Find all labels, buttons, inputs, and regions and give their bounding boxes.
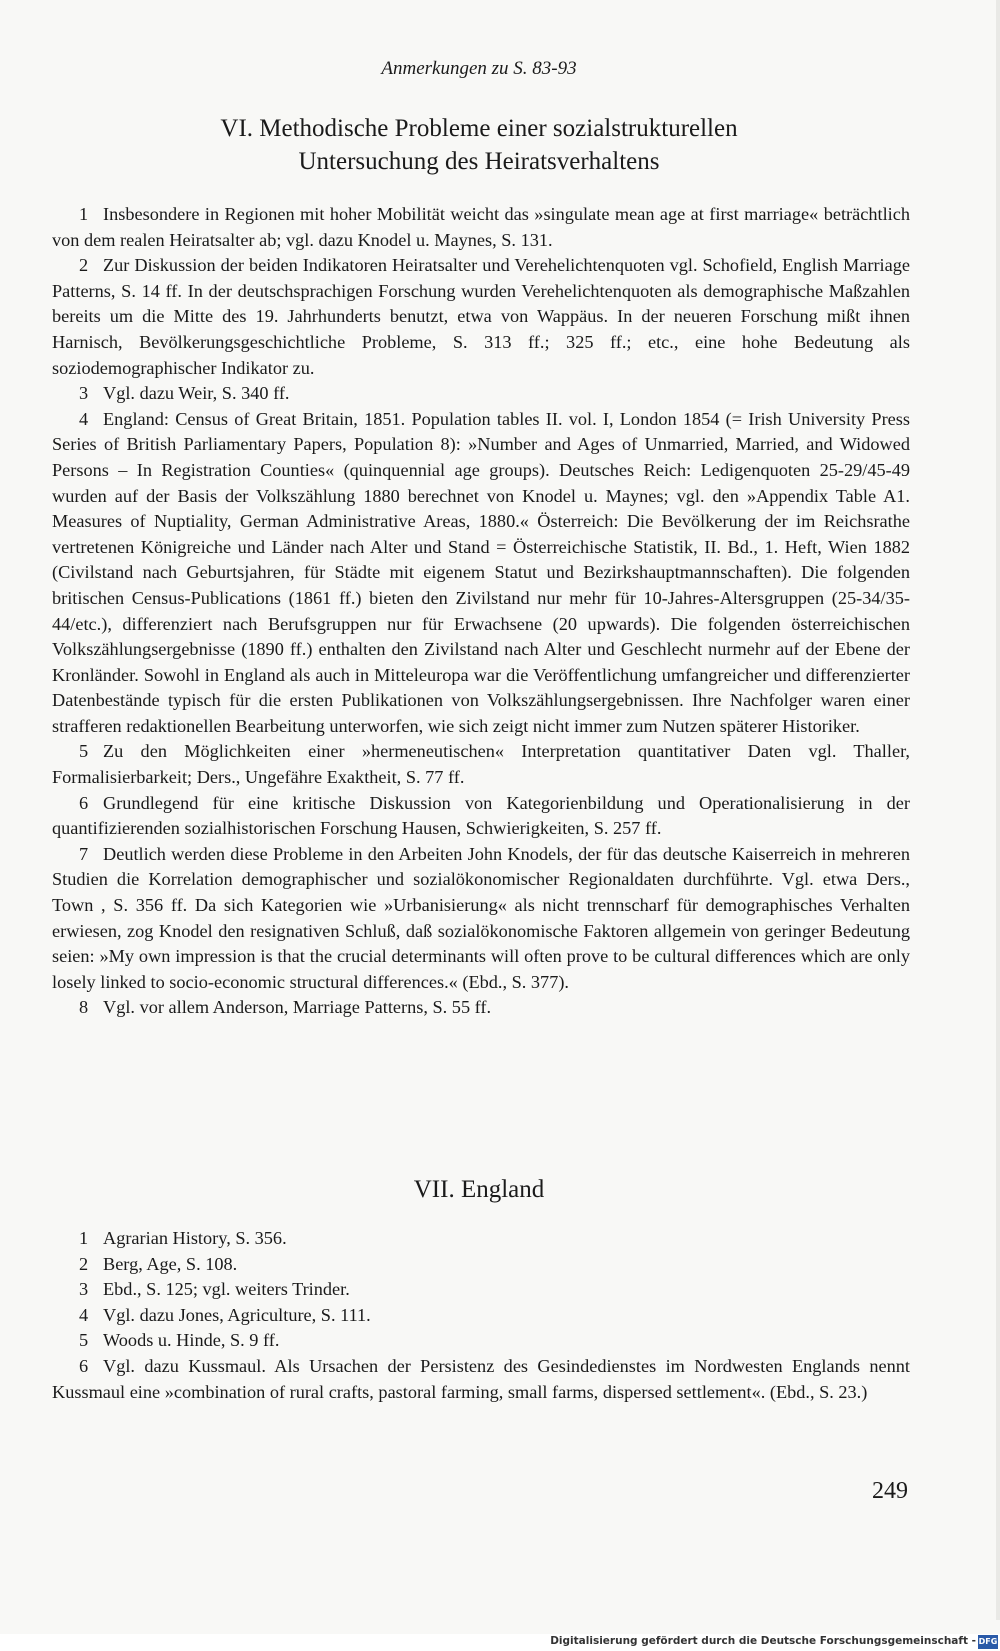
footnote-number: 1 — [79, 204, 89, 224]
footnote-number: 4 — [79, 1304, 89, 1325]
section-vi-title-line1: VI. Methodische Probleme einer sozialstrukturellen — [220, 115, 738, 142]
footnote-text: Ebd., S. 125; vgl. weiters Trinder. — [103, 1279, 350, 1300]
footnote-text: Woods u. Hinde, S. 9 ff. — [103, 1330, 280, 1351]
footnote-number: 5 — [79, 741, 89, 762]
footnote-number: 7 — [79, 843, 89, 864]
footnote — [52, 1252, 910, 1278]
footnote — [52, 1277, 910, 1303]
footer-credit: Digitalisierung gefördert durch die Deutsche Forschungsgemeinschaft - — [550, 1635, 976, 1647]
footnote — [52, 1303, 910, 1329]
section-vii-title: VII. England — [413, 1176, 545, 1203]
footnote — [52, 253, 910, 381]
footnote — [52, 842, 910, 996]
footnote-number: 2 — [79, 255, 89, 276]
footnote-text: Berg, Age, S. 108. — [103, 1253, 238, 1274]
footnote-number: 3 — [79, 383, 89, 404]
section-vii-notes — [52, 1226, 910, 1405]
footnote — [52, 202, 910, 253]
footnote-text: Vgl. dazu Weir, S. 340 ff. — [103, 383, 290, 404]
digitization-footer — [0, 1634, 1000, 1651]
footnote-text: Vgl. dazu Jones, Agriculture, S. 111. — [103, 1304, 371, 1325]
footnote-text: Grundlegend für eine kritische Diskussion von Kategorienbildung und Operationalisierung in der quantifizierenden sozialhistorischen Forschung Hausen, Schwierigkeiten, S. 257 ff. — [52, 792, 910, 839]
section-vi-title — [0, 112, 958, 178]
footnote-text: Vgl. vor allem Anderson, Marriage Patterns, S. 55 ff. — [103, 997, 492, 1018]
footnote-number: 8 — [79, 997, 89, 1018]
footnote — [52, 1226, 910, 1252]
footnote — [52, 381, 910, 407]
footnote-text: England: Census of Great Britain, 1851. Population tables II. vol. I, London 1854 (= Irish University Press Series of British Parliamentary Papers, Population 8): »Number and Ages of Unmarried, Married, and Widowed Persons – In Registration Counties« (quinquennial age groups). Deutsches Reich: Ledigenquoten 25-29/45-49 wurden auf der Basis der Volkszählung 1880 berechnet von Knodel u. Maynes; vgl. den »Appendix Table A1. Measures of Nuptiality, German Administrative Areas, 1880.« Österreich: Die Bevölkerung der im Reichsrathe vertretenen Königreiche und Länder nach Alter und Stand = Österreichische Statistik, II. Bd., 1. Heft, Wien 1882 (Civilstand nach Geburtsjahren, für Städte mit eigenem Statut und Bezirkshauptmannschaften). Die folgenden britischen Census-Publications (1861 ff.) bieten den Zivilstand nur mehr für 10-Jahres-Altersgruppen (25-34/35-44/etc.), differenziert nach Berufsgruppen nur für Erwachsene (20 upwards). Die folgenden österreichischen Volkszählungsergebnisse (1890 ff.) enthalten den Zivilstand nach Alter und Geschlecht nurmehr auf der Ebene der Kronländer. Sowohl in England als auch in Mitteleuropa war die Veröffentlichung umfangreicher und differenzierter Datenbestände typisch für die ersten Publikationen von Volkszählungsergebnissen. Ihre Nachfolger waren einer strafferen redaktionellen Bearbeitung unterworfen, wie sich zeigt nicht immer zum Nutzen späterer Historiker. — [52, 408, 910, 736]
footnote — [52, 739, 910, 790]
footnote-number: 6 — [79, 1355, 89, 1376]
footnote-number: 2 — [79, 1253, 89, 1274]
footnote-text: Deutlich werden diese Probleme in den Arbeiten John Knodels, der für das deutsche Kaiserreich in mehreren Studien die Korrelation demographischer und sozialökonomischer Regionaldaten durchführte. Vgl. etwa Ders., Town , S. 356 ff. Da sich Kategorien wie »Urbanisierung« als nicht trennscharf für demographisches Verhalten erwiesen, zog Knodel den resignativen Schluß, daß sozialökonomische Faktoren allgemein von geringer Bedeutung seien: »My own impression is that the crucial determinants will often prove to be cultural differences which are only losely linked to socio-economic structural differences.« (Ebd., S. 377). — [52, 843, 910, 992]
footnote-text: Vgl. dazu Kussmaul. Als Ursachen der Persistenz des Gesindedienstes im Nordwesten Englands nennt Kussmaul eine »combination of rural crafts, pastoral farming, small farms, dispersed settlement«. (Ebd., S. 23.) — [52, 1355, 910, 1402]
section-vi-title-line2: Untersuchung des Heiratsverhaltens — [298, 148, 660, 175]
section-vi-notes — [52, 202, 910, 1021]
footnote-number: 6 — [79, 792, 89, 813]
footnote — [52, 995, 910, 1021]
page-number: 249 — [872, 1478, 908, 1504]
footnote-text: Insbesondere in Regionen mit hoher Mobilität weicht das »singulate mean age at first marriage« beträchtlich von dem realen Heiratsalter ab; vgl. dazu Knodel u. Maynes, S. 131. — [52, 204, 910, 250]
footnote — [52, 1354, 910, 1405]
footnote-text: Zur Diskussion der beiden Indikatoren Heiratsalter und Verehelichtenquoten vgl. Schofield, English Marriage Patterns, S. 14 ff. In der deutschsprachigen Forschung wurden Verehelichtenquoten als demographische Maßzahlen bereits um die Mitte des 19. Jahrhunderts benutzt, etwa von Wappäus. In der neueren Forschung mißt ihnen Harnisch, Bevölkerungsgeschichtliche Probleme, S. 313 ff.; 325 ff.; etc., eine hohe Bedeutung als soziodemographischer Indikator zu. — [52, 255, 910, 378]
footnote-number: 4 — [79, 408, 89, 429]
running-head: Anmerkungen zu S. 83-93 — [381, 58, 577, 79]
footnote-number: 3 — [79, 1279, 89, 1300]
footnote-number: 5 — [79, 1330, 89, 1351]
footnote-text: Agrarian History, S. 356. — [103, 1228, 287, 1248]
footnote — [52, 1328, 910, 1354]
footnote — [52, 791, 910, 842]
footnote — [52, 407, 910, 740]
footnote-text: Zu den Möglichkeiten einer »hermeneutischen« Interpretation quantitativer Daten vgl. Thaller, Formalisierbarkeit; Ders., Ungefähre Exaktheit, S. 77 ff. — [52, 741, 910, 788]
dfg-logo-icon: DFG — [978, 1635, 998, 1649]
footnote-number: 1 — [79, 1228, 89, 1248]
